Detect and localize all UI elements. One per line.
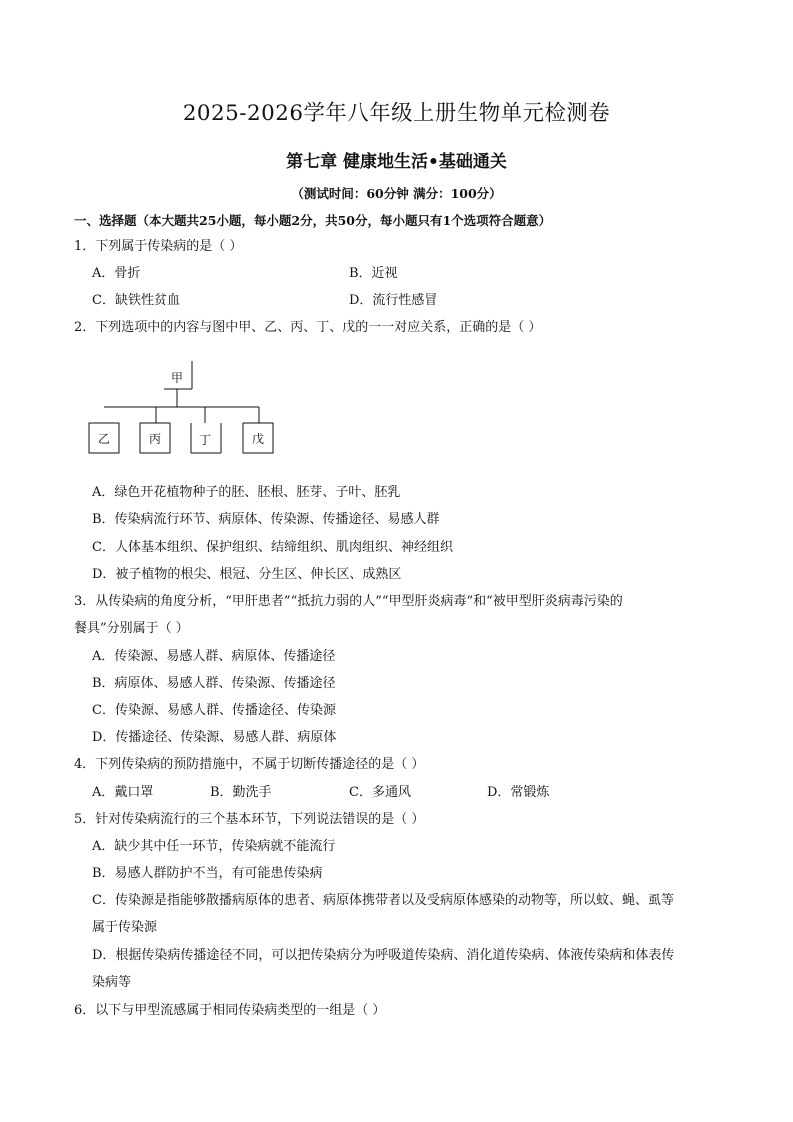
question-4-option-d: D．常锻炼 bbox=[487, 785, 550, 800]
question-3-stem-line-2: 餐具”分别属于（ ） bbox=[74, 621, 189, 636]
chapter-subtitle: 第七章 健康地生活•基础通关 bbox=[286, 152, 507, 172]
question-4-option-c: C．多通风 bbox=[349, 785, 411, 800]
diagram-label-bing: 丙 bbox=[148, 432, 162, 446]
question-3-option-d: D．传播途径、传染源、易感人群、病原体 bbox=[92, 730, 337, 745]
question-3-option-b: B．病原体、易感人群、传染源、传播途径 bbox=[92, 676, 336, 691]
question-3-stem-line-1: 3．从传染病的角度分析，“甲肝患者”“抵抗力弱的人”“甲型肝炎病毒”和“被甲型肝炎病毒污染的 bbox=[74, 594, 623, 609]
question-4-stem: 4．下列传染病的预防措施中，不属于切断传播途径的是（ ） bbox=[74, 757, 425, 772]
question-5-option-a: A．缺少其中任一环节，传染病就不能流行 bbox=[92, 839, 336, 854]
question-2-stem: 2．下列选项中的内容与图中甲、乙、丙、丁、戊的一一对应关系，正确的是（ ） bbox=[74, 320, 542, 335]
question-5-option-c-line-1: C．传染源是指能够散播病原体的患者、病原体携带者以及受病原体感染的动物等，所以蚊、蝇、虱等 bbox=[92, 893, 674, 908]
page-title: 2025-2026学年八年级上册生物单元检测卷 bbox=[182, 101, 611, 126]
question-5-option-d-line-1: D．根据传染病传播途径不同，可以把传染病分为呼吸道传染病、消化道传染病、体液传染病和体表传 bbox=[92, 948, 675, 963]
question-1-option-b: B．近视 bbox=[349, 266, 398, 281]
question-6-stem: 6．以下与甲型流感属于相同传染病类型的一组是（ ） bbox=[74, 1003, 386, 1018]
question-5-option-d-line-2: 染病等 bbox=[92, 975, 132, 990]
question-1-option-d: D．流行性感冒 bbox=[349, 293, 438, 308]
diagram-label-jia: 甲 bbox=[170, 371, 184, 385]
question-1-stem: 1．下列属于传染病的是（ ） bbox=[74, 239, 243, 254]
question-3-option-a: A．传染源、易感人群、病原体、传播途径 bbox=[92, 649, 336, 664]
question-1-option-c: C．缺铁性贫血 bbox=[92, 293, 180, 308]
section-heading-choice: 一、选择题（本大题共25小题，每小题2分，共50分，每小题只有1个选项符合题意） bbox=[74, 213, 552, 228]
question-2-option-c: C．人体基本组织、保护组织、结缔组织、肌肉组织、神经组织 bbox=[92, 540, 453, 555]
question-3-option-c: C．传染源、易感人群、传播途径、传染源 bbox=[92, 703, 336, 718]
question-2-option-b: B．传染病流行环节、病原体、传染源、传播途径、易感人群 bbox=[92, 512, 440, 527]
question-5-option-b: B．易感人群防护不当，有可能患传染病 bbox=[92, 866, 323, 881]
diagram-label-yi: 乙 bbox=[97, 432, 111, 446]
question-5-stem: 5．针对传染病流行的三个基本环节，下列说法错误的是（ ） bbox=[74, 812, 425, 827]
question-2-option-a: A．绿色开花植物种子的胚、胚根、胚芽、子叶、胚乳 bbox=[92, 485, 401, 500]
diagram-label-wu: 戊 bbox=[251, 432, 265, 446]
question-1-option-a: A．骨折 bbox=[92, 266, 141, 281]
question-4-option-a: A．戴口罩 bbox=[92, 785, 154, 800]
question-4-option-b: B．勤洗手 bbox=[210, 785, 272, 800]
question-5-option-c-line-2: 属于传染源 bbox=[92, 920, 158, 935]
diagram-label-ding: 丁 bbox=[198, 433, 212, 447]
test-time-info: （测试时间：60分钟 满分：100分） bbox=[291, 186, 502, 201]
hierarchy-diagram bbox=[80, 355, 280, 459]
question-2-option-d: D．被子植物的根尖、根冠、分生区、伸长区、成熟区 bbox=[92, 567, 402, 582]
